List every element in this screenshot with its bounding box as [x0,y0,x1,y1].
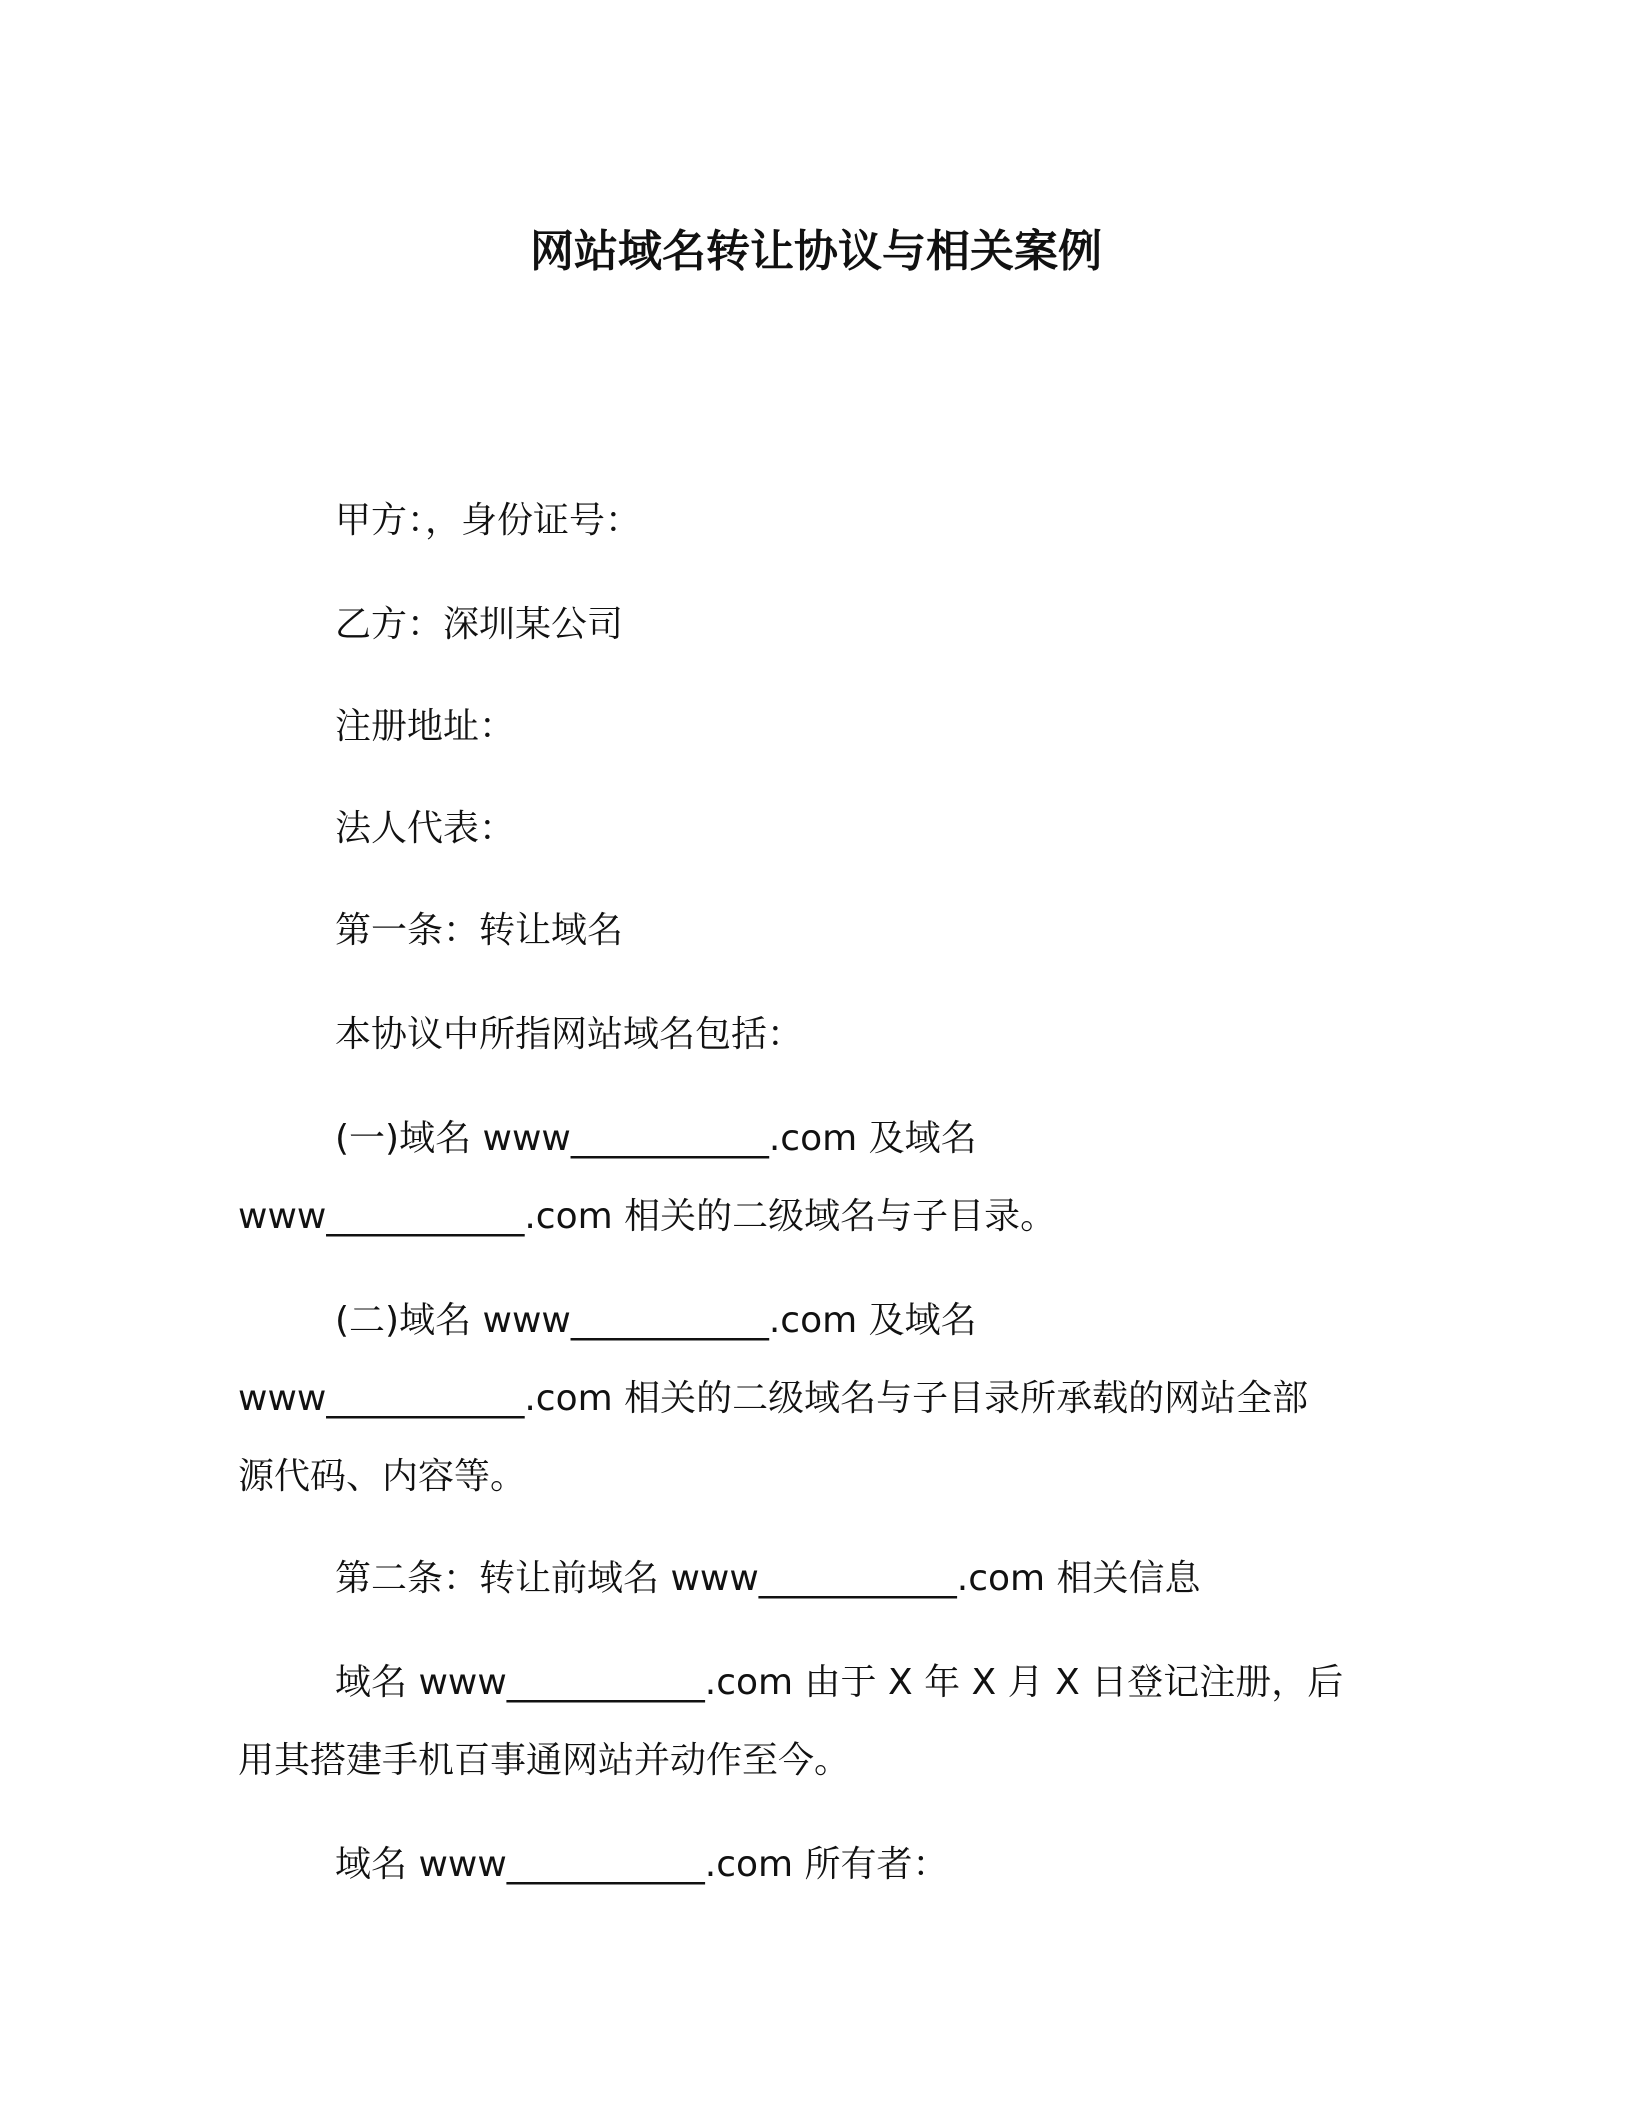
paragraph-line: 甲方：，身份证号： [335,500,642,541]
paragraph-line: 第二条：转让前域名 www___________.com 相关信息 [335,1558,1201,1599]
paragraph-line: 乙方：深圳某公司 [335,604,624,645]
paragraph-line: 用其搭建手机百事通网站并动作至今。 [238,1740,851,1781]
document-title: 网站域名转让协议与相关案例 [530,226,1102,277]
article-one-heading [238,892,1388,970]
paragraph-line: 注册地址： [335,706,516,747]
paragraph-line: 本协议中所指网站域名包括： [335,1014,804,1055]
item-two-paragraph [238,1282,1388,1516]
paragraph-line: www___________.com 相关的二级域名与子目录。 [238,1196,1057,1237]
registration-info-paragraph [238,1644,1388,1800]
paragraph-line: 源代码、内容等。 [238,1456,527,1497]
paragraph-line: (一)域名 www___________.com 及域名 [335,1118,977,1159]
registered-address-paragraph [238,688,1388,766]
paragraph-line: 域名 www___________.com 所有者： [335,1844,949,1885]
item-one-paragraph [238,1100,1388,1256]
party-b-paragraph [238,586,1388,664]
article-two-heading [238,1540,1388,1618]
legal-representative-paragraph [238,790,1388,868]
paragraph-line: (二)域名 www___________.com 及域名 [335,1300,977,1341]
paragraph-line: 第一条：转让域名 [335,910,624,951]
party-a-paragraph [238,482,1388,560]
paragraph-line: 法人代表： [335,808,516,849]
paragraph-line: www___________.com 相关的二级域名与子目录所承载的网站全部 [238,1378,1309,1419]
paragraph-line: 域名 www___________.com 由于 X 年 X 月 X 日登记注册，后 [335,1662,1344,1703]
domain-owner-paragraph [238,1826,1388,1904]
domain-scope-paragraph [238,996,1388,1074]
